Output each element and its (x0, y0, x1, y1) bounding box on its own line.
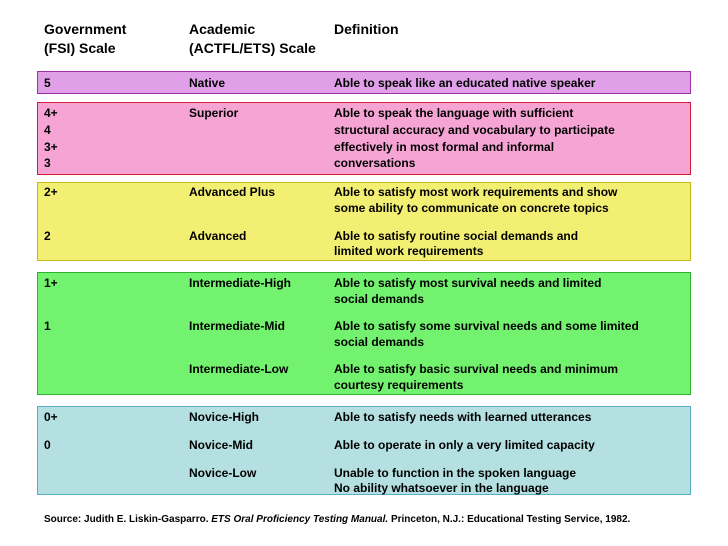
academic-level: Advanced Plus (189, 185, 276, 199)
definition-text: structural accuracy and vocabulary to participate (334, 123, 615, 137)
fsi-level: 2 (44, 229, 51, 243)
fsi-level: 3+ (44, 140, 58, 154)
definition-text: Able to speak the language with sufficient (334, 106, 574, 120)
definition-text: Able to satisfy needs with learned utterances (334, 410, 592, 424)
definition-text: limited work requirements (334, 244, 484, 258)
fsi-level: 4 (44, 123, 51, 137)
definition-text: Able to satisfy basic survival needs and minimum (334, 362, 619, 376)
academic-level: Intermediate-Low (189, 362, 289, 376)
fsi-level: 0+ (44, 410, 58, 424)
header-academic-actfl-ets-scale (189, 20, 316, 58)
academic-level: Superior (189, 106, 239, 120)
header-line: Academic (189, 21, 256, 37)
fsi-level: 4+ (44, 106, 58, 120)
fsi-level: 3 (44, 156, 51, 170)
academic-level: Advanced (189, 229, 247, 243)
fsi-level: 1 (44, 319, 51, 333)
header-definition (334, 20, 399, 39)
source-suffix: Princeton, N.J.: Educational Testing Service, 1982. (388, 514, 631, 525)
header-line: Definition (334, 21, 399, 37)
header-government-fsi-scale (44, 20, 126, 58)
header-line: (FSI) Scale (44, 40, 116, 56)
definition-text: effectively in most formal and informal (334, 140, 555, 154)
definition-text: Able to satisfy routine social demands and (334, 229, 579, 243)
definition-text: some ability to communicate on concrete topics (334, 201, 609, 215)
definition-text: Able to speak like an educated native speaker (334, 76, 596, 90)
definition-text: No ability whatsoever in the language (334, 481, 549, 495)
fsi-level: 1+ (44, 276, 58, 290)
fsi-level: 0 (44, 438, 51, 452)
definition-text: Able to satisfy some survival needs and some limited (334, 319, 639, 333)
academic-level: Novice-Mid (189, 438, 254, 452)
fsi-level: 2+ (44, 185, 58, 199)
definition-text: Able to satisfy most work requirements and show (334, 185, 618, 199)
definition-text: Unable to function in the spoken language (334, 466, 577, 480)
definition-text: social demands (334, 335, 425, 349)
source-title: ETS Oral Proficiency Testing Manual. (211, 514, 389, 525)
header-line: (ACTFL/ETS) Scale (189, 40, 316, 56)
source-citation (44, 513, 630, 526)
fsi-level: 5 (44, 76, 51, 90)
academic-level: Native (189, 76, 226, 90)
definition-text: Able to operate in only a very limited capacity (334, 438, 595, 452)
definition-text: conversations (334, 156, 416, 170)
academic-level: Novice-High (189, 410, 260, 424)
source-prefix: Source: Judith E. Liskin-Gasparro. (44, 514, 212, 525)
definition-text: Able to satisfy most survival needs and limited (334, 276, 602, 290)
academic-level: Novice-Low (189, 466, 257, 480)
header-line: Government (44, 21, 127, 37)
definition-text: courtesy requirements (334, 378, 464, 392)
academic-level: Intermediate-Mid (189, 319, 286, 333)
academic-level: Intermediate-High (189, 276, 292, 290)
definition-text: social demands (334, 292, 425, 306)
